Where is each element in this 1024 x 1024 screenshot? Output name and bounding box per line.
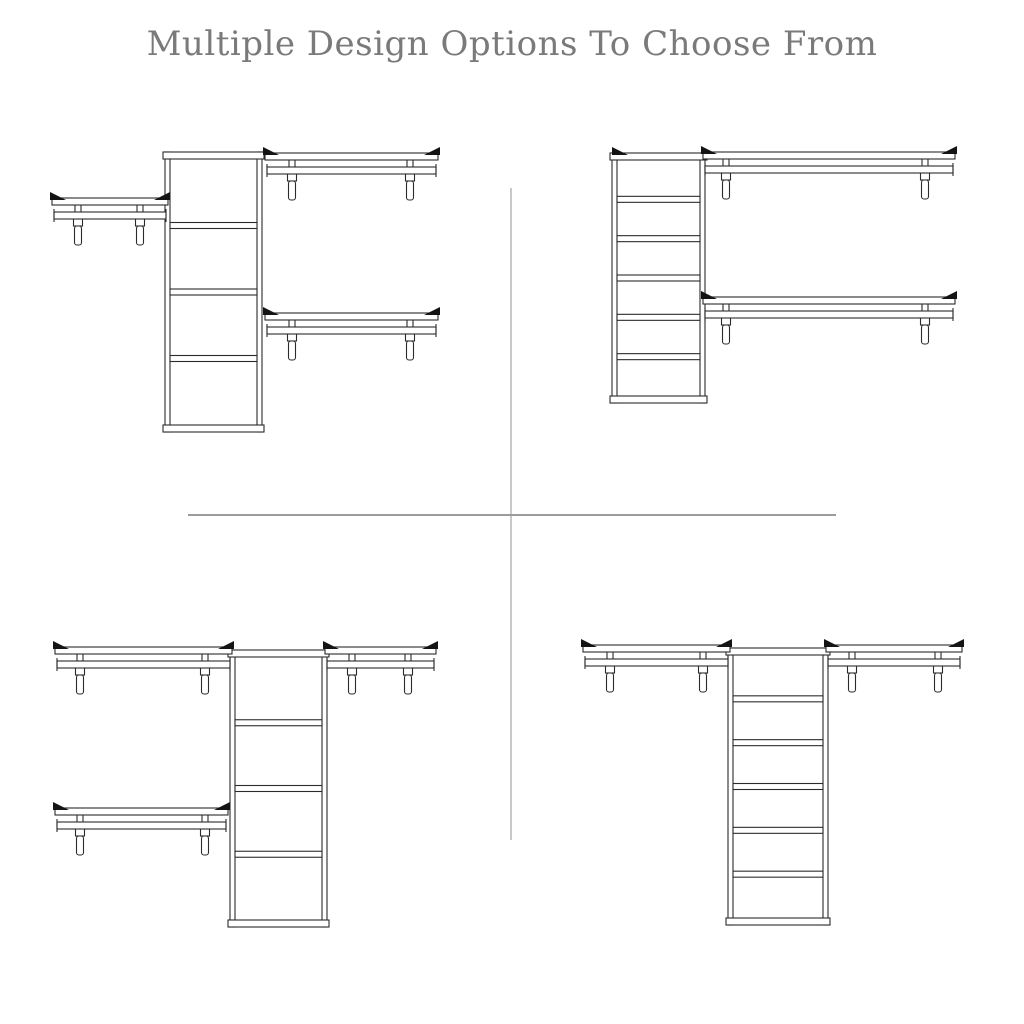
rod-hanger-bracket bbox=[722, 158, 731, 199]
shelf-tower bbox=[610, 147, 707, 403]
tower-left-wall bbox=[728, 648, 733, 925]
closet-rod bbox=[57, 822, 226, 829]
closet-rod bbox=[54, 212, 166, 219]
tower-right-wall bbox=[257, 152, 262, 432]
hanger-post bbox=[700, 673, 707, 692]
hanger-post bbox=[202, 836, 209, 855]
tower-shelf bbox=[617, 196, 700, 202]
rod-hanger-bracket bbox=[201, 814, 210, 855]
rod-hanger-bracket bbox=[76, 814, 85, 855]
hanger-post bbox=[723, 180, 730, 199]
hanger-post bbox=[349, 675, 356, 694]
rod-hanger-bracket bbox=[136, 204, 145, 245]
tower-right-wall bbox=[700, 153, 705, 403]
shelf-and-rod-assembly bbox=[581, 639, 732, 692]
shelf-board bbox=[265, 153, 438, 160]
wall-bracket-icon bbox=[948, 639, 964, 647]
wall-bracket-icon bbox=[154, 192, 170, 200]
shelf-board bbox=[52, 198, 168, 205]
tower-left-wall bbox=[612, 153, 617, 403]
shelf-and-rod-assembly bbox=[50, 192, 170, 245]
wall-bracket-icon bbox=[263, 147, 279, 155]
hanger-post bbox=[77, 675, 84, 694]
tower-right-wall bbox=[322, 650, 327, 927]
page-title: Multiple Design Options To Choose From bbox=[146, 24, 878, 64]
tower-shelf bbox=[170, 356, 257, 362]
rod-hanger-bracket bbox=[848, 651, 857, 692]
hanger-post bbox=[935, 673, 942, 692]
rod-hanger-bracket bbox=[406, 319, 415, 360]
shelf-board bbox=[703, 152, 955, 159]
tower-shelf bbox=[235, 720, 322, 726]
tower-shelf bbox=[733, 740, 823, 746]
wall-bracket-icon bbox=[701, 146, 717, 154]
tower-shelf bbox=[617, 275, 700, 281]
hanger-post bbox=[407, 341, 414, 360]
wall-bracket-icon bbox=[941, 291, 957, 299]
shelf-board bbox=[55, 808, 228, 815]
shelf-board bbox=[55, 647, 232, 654]
hanger-post bbox=[922, 180, 929, 199]
rod-hanger-bracket bbox=[699, 651, 708, 692]
shelf-tower bbox=[163, 152, 264, 432]
shelf-board bbox=[703, 297, 955, 304]
shelf-board bbox=[265, 313, 438, 320]
hanger-post bbox=[607, 673, 614, 692]
tower-shelf bbox=[235, 851, 322, 857]
shelf-board bbox=[583, 645, 730, 652]
rod-hanger-bracket bbox=[404, 653, 413, 694]
hanger-post bbox=[405, 675, 412, 694]
tower-shelf bbox=[617, 236, 700, 242]
rod-hanger-bracket bbox=[348, 653, 357, 694]
hanger-post bbox=[75, 226, 82, 245]
rod-hanger-bracket bbox=[74, 204, 83, 245]
closet-rod bbox=[705, 166, 953, 173]
shelf-and-rod-assembly bbox=[701, 146, 957, 199]
shelf-and-rod-assembly bbox=[263, 307, 440, 360]
closet-rod bbox=[828, 659, 960, 666]
closet-rod bbox=[267, 327, 436, 334]
wall-bracket-icon bbox=[424, 147, 440, 155]
wall-bracket-icon bbox=[941, 146, 957, 154]
shelf-and-rod-assembly bbox=[824, 639, 964, 692]
hanger-post bbox=[849, 673, 856, 692]
wall-bracket-icon bbox=[701, 291, 717, 299]
tower-bottom-board bbox=[610, 396, 707, 403]
shelf-and-rod-assembly bbox=[53, 802, 230, 855]
shelf-and-rod-assembly bbox=[263, 147, 440, 200]
rod-hanger-bracket bbox=[76, 653, 85, 694]
rod-hanger-bracket bbox=[921, 303, 930, 344]
wall-bracket-icon bbox=[50, 192, 66, 200]
tower-shelf bbox=[170, 223, 257, 229]
tower-shelf bbox=[733, 784, 823, 790]
tower-left-wall bbox=[230, 650, 235, 927]
rod-hanger-bracket bbox=[606, 651, 615, 692]
design-option-1 bbox=[50, 147, 440, 432]
shelf-and-rod-assembly bbox=[701, 291, 957, 344]
tower-shelf bbox=[170, 289, 257, 295]
design-option-4 bbox=[581, 639, 964, 925]
closet-rod bbox=[327, 661, 434, 668]
hanger-post bbox=[407, 181, 414, 200]
rod-hanger-bracket bbox=[288, 319, 297, 360]
wall-bracket-icon bbox=[716, 639, 732, 647]
tower-shelf bbox=[617, 354, 700, 360]
hanger-post bbox=[202, 675, 209, 694]
tower-bottom-board bbox=[163, 425, 264, 432]
rod-hanger-bracket bbox=[921, 158, 930, 199]
shelf-and-rod-assembly bbox=[53, 641, 234, 694]
rod-hanger-bracket bbox=[934, 651, 943, 692]
closet-rod bbox=[57, 661, 230, 668]
rod-hanger-bracket bbox=[201, 653, 210, 694]
tower-shelf bbox=[235, 786, 322, 792]
rod-hanger-bracket bbox=[406, 159, 415, 200]
wall-bracket-icon bbox=[824, 639, 840, 647]
tower-bottom-board bbox=[228, 920, 329, 927]
tower-top-board bbox=[163, 152, 264, 159]
tower-shelf bbox=[617, 314, 700, 320]
rod-hanger-bracket bbox=[288, 159, 297, 200]
hanger-post bbox=[723, 325, 730, 344]
hanger-post bbox=[289, 181, 296, 200]
shelf-and-rod-assembly bbox=[323, 641, 438, 694]
shelf-tower bbox=[228, 650, 329, 927]
hanger-post bbox=[137, 226, 144, 245]
shelf-board bbox=[826, 645, 962, 652]
hanger-post bbox=[922, 325, 929, 344]
shelf-tower bbox=[726, 648, 830, 925]
hanger-post bbox=[77, 836, 84, 855]
hanger-post bbox=[289, 341, 296, 360]
closet-rod bbox=[585, 659, 728, 666]
tower-shelf bbox=[733, 871, 823, 877]
wall-bracket-icon bbox=[612, 147, 628, 155]
tower-shelf bbox=[733, 696, 823, 702]
tower-right-wall bbox=[823, 648, 828, 925]
closet-rod bbox=[267, 167, 436, 174]
tower-top-board bbox=[228, 650, 329, 657]
tower-shelf bbox=[733, 827, 823, 833]
tower-bottom-board bbox=[726, 918, 830, 925]
closet-rod bbox=[705, 311, 953, 318]
rod-hanger-bracket bbox=[722, 303, 731, 344]
design-option-3 bbox=[53, 641, 438, 927]
tower-top-board bbox=[726, 648, 830, 655]
shelf-board bbox=[325, 647, 436, 654]
wall-bracket-icon bbox=[581, 639, 597, 647]
design-option-2 bbox=[610, 146, 957, 403]
